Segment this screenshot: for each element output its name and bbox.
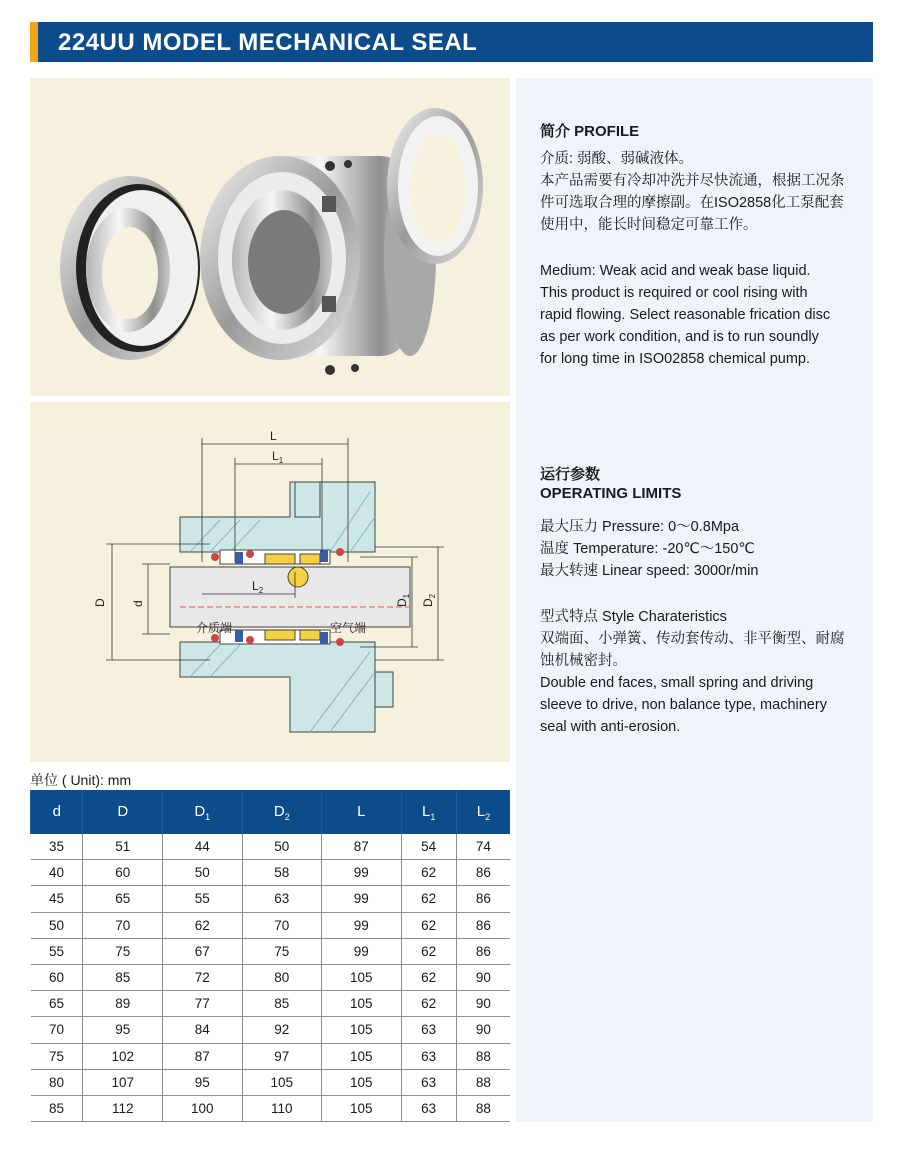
air-end-label: 空气端 — [330, 621, 367, 635]
table-cell: 105 — [322, 1069, 402, 1095]
product-photo — [30, 78, 510, 396]
col-header: d — [31, 790, 83, 834]
title-accent — [30, 22, 38, 62]
cross-section-diagram — [30, 402, 510, 762]
table-cell: 62 — [401, 886, 456, 912]
table-cell: 62 — [401, 991, 456, 1017]
table-cell: 62 — [401, 964, 456, 990]
profile-en-text: Medium: Weak acid and weak base liquid. This product is required or cool rising with rapid flowing. Select reasonable frication disc as per work condition, and is to run soundly for long time in ISO02858 chemical pump. — [540, 263, 831, 367]
table-cell: 75 — [242, 938, 322, 964]
col-header: $L_2$ — [456, 790, 510, 834]
table-cell: 44 — [163, 834, 243, 860]
table-cell: 110 — [242, 1095, 322, 1121]
table-cell: 90 — [456, 964, 510, 990]
table-cell: 67 — [163, 938, 243, 964]
medium-end-label: 介质端 — [196, 621, 233, 635]
table-cell: 92 — [242, 1017, 322, 1043]
left-ring — [60, 176, 200, 360]
table-cell: 70 — [242, 912, 322, 938]
table-cell: 35 — [31, 834, 83, 860]
col-header: $D_2$ — [242, 790, 322, 834]
table-cell: 97 — [242, 1043, 322, 1069]
dim-D2: $D_2$ — [421, 593, 437, 607]
dim-L1: $L_1$ — [272, 449, 284, 465]
dim-D: D — [93, 598, 107, 607]
page-title: 224UU MODEL MECHANICAL SEAL — [58, 29, 478, 56]
table-cell: 88 — [456, 1069, 510, 1095]
table-cell: 107 — [83, 1069, 163, 1095]
dim-D1: $D_1$ — [395, 593, 411, 607]
table-row — [31, 860, 511, 886]
table-cell: 62 — [401, 912, 456, 938]
operating-heading-cn: 运行参数 — [540, 466, 601, 483]
table-cell: 62 — [163, 912, 243, 938]
table-cell: 62 — [401, 938, 456, 964]
table-row — [31, 991, 511, 1017]
table-cell: 85 — [83, 964, 163, 990]
table-cell: 99 — [322, 886, 402, 912]
table-cell: 112 — [83, 1095, 163, 1121]
table-cell: 51 — [83, 834, 163, 860]
table-cell: 87 — [322, 834, 402, 860]
table-cell: 74 — [456, 834, 510, 860]
table-cell: 65 — [83, 886, 163, 912]
table-cell: 63 — [401, 1043, 456, 1069]
table-cell: 86 — [456, 860, 510, 886]
table-cell: 99 — [322, 912, 402, 938]
table-cell: 99 — [322, 860, 402, 886]
dim-L: L — [270, 429, 277, 443]
table-cell: 95 — [83, 1017, 163, 1043]
table-cell: 86 — [456, 886, 510, 912]
dim-d: d — [131, 600, 145, 607]
style-characteristics: 型式特点 Style Charateristics 双端面、小弹簧、传动套传动、非平衡型、耐腐 蚀机械密封。 Double end faces, small spring and driving sleeve to drive, non balance type, machinery seal with anti-erosion. — [540, 609, 845, 735]
right-ring — [387, 108, 483, 264]
table-cell: 95 — [163, 1069, 243, 1095]
col-header: D — [83, 790, 163, 834]
table-cell: 105 — [322, 991, 402, 1017]
operating-limits: 最大压力 Pressure: 0～0.8Mpa 温度 Temperature: -20℃～150℃ 最大转速 Linear speed: 3000r/min — [540, 519, 759, 579]
product-illustration — [30, 78, 510, 396]
col-header: $D_1$ — [163, 790, 243, 834]
table-cell: 63 — [401, 1095, 456, 1121]
title-bar — [30, 22, 873, 62]
table-cell: 55 — [163, 886, 243, 912]
table-cell: 65 — [31, 991, 83, 1017]
table-cell: 75 — [83, 938, 163, 964]
table-cell: 105 — [322, 964, 402, 990]
dimension-table — [30, 790, 510, 1122]
table-cell: 84 — [163, 1017, 243, 1043]
table-cell: 63 — [401, 1017, 456, 1043]
table-row — [31, 938, 511, 964]
operating-heading-en: OPERATING LIMITS — [540, 485, 682, 502]
table-cell: 85 — [31, 1095, 83, 1121]
table-cell: 86 — [456, 912, 510, 938]
table-cell: 77 — [163, 991, 243, 1017]
table-row — [31, 1069, 511, 1095]
description-panel — [516, 78, 873, 1122]
table-header-row — [31, 790, 511, 834]
table-cell: 50 — [242, 834, 322, 860]
table-row — [31, 964, 511, 990]
table-cell: 90 — [456, 1017, 510, 1043]
table-cell: 89 — [83, 991, 163, 1017]
table-cell: 70 — [31, 1017, 83, 1043]
table-cell: 105 — [322, 1095, 402, 1121]
table-cell: 54 — [401, 834, 456, 860]
table-row — [31, 886, 511, 912]
table-cell: 50 — [163, 860, 243, 886]
col-header: $L_1$ — [401, 790, 456, 834]
unit-label: 单位 ( Unit): mm — [30, 772, 132, 788]
dim-L2: $L_2$ — [252, 579, 264, 595]
table-cell: 90 — [456, 991, 510, 1017]
profile-cn-text: 介质: 弱酸、弱碱液体。 本产品需要有冷却冲洗并尽快流通，根据工况条 件可选取合理的摩擦副。在ISO2858化工泵配套 使用中，能长时间稳定可靠工作。 — [540, 151, 845, 233]
table-cell: 99 — [322, 938, 402, 964]
table-cell: 63 — [401, 1069, 456, 1095]
table-cell: 87 — [163, 1043, 243, 1069]
table-cell: 88 — [456, 1043, 510, 1069]
table-row — [31, 834, 511, 860]
diagram-svg — [30, 402, 510, 762]
table-cell: 45 — [31, 886, 83, 912]
table-cell: 102 — [83, 1043, 163, 1069]
table-cell: 100 — [163, 1095, 243, 1121]
table-row — [31, 912, 511, 938]
table-cell: 50 — [31, 912, 83, 938]
table-cell: 80 — [242, 964, 322, 990]
table-cell: 62 — [401, 860, 456, 886]
table-row — [31, 1017, 511, 1043]
table-cell: 85 — [242, 991, 322, 1017]
table-cell: 72 — [163, 964, 243, 990]
table-row — [31, 1095, 511, 1121]
table-cell: 58 — [242, 860, 322, 886]
table-cell: 105 — [242, 1069, 322, 1095]
table-cell: 60 — [83, 860, 163, 886]
table-cell: 105 — [322, 1043, 402, 1069]
table-cell: 105 — [322, 1017, 402, 1043]
table-cell: 63 — [242, 886, 322, 912]
table-cell: 88 — [456, 1095, 510, 1121]
table-cell: 75 — [31, 1043, 83, 1069]
table-cell: 80 — [31, 1069, 83, 1095]
table-cell: 40 — [31, 860, 83, 886]
col-header: L — [322, 790, 402, 834]
profile-heading: 简介 PROFILE — [540, 123, 640, 140]
table-cell: 70 — [83, 912, 163, 938]
table-cell: 60 — [31, 964, 83, 990]
table-cell: 55 — [31, 938, 83, 964]
table-cell: 86 — [456, 938, 510, 964]
table-row — [31, 1043, 511, 1069]
